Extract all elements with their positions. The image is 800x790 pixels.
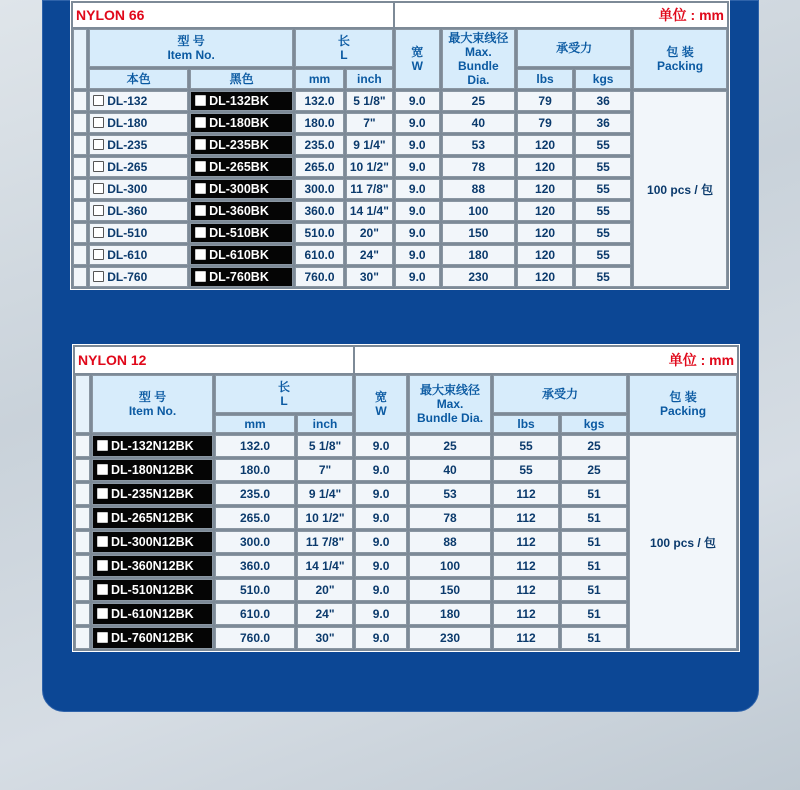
nylon12-title: NYLON 12: [75, 347, 353, 373]
bundle-en-3: Dia.: [467, 73, 490, 87]
natural-item-label: DL-265: [107, 160, 148, 174]
black-item-label: DL-610N12BK: [111, 607, 194, 621]
width-cn: 宽: [411, 45, 424, 59]
checkbox[interactable]: [97, 560, 108, 571]
kgs-cell: 55: [575, 135, 631, 155]
black-item: [190, 91, 293, 111]
row-stub: [73, 201, 87, 221]
natural-item-label: DL-760: [107, 270, 148, 284]
kgs-cell: 55: [575, 223, 631, 243]
checkbox[interactable]: [93, 95, 104, 106]
inch-cell: 7": [297, 459, 353, 481]
natural-item: [89, 157, 188, 177]
bundle-en-1: Max.: [436, 397, 464, 411]
black-item: [92, 507, 213, 529]
mm-cell: 610.0: [295, 245, 344, 265]
inch-cell: 9 1/4": [297, 483, 353, 505]
bundle-header: [409, 375, 491, 433]
checkbox[interactable]: [195, 139, 206, 150]
width-cell: 9.0: [395, 179, 440, 199]
width-cell: 9.0: [355, 531, 407, 553]
kgs-cell: 55: [575, 179, 631, 199]
mm-cell: 510.0: [295, 223, 344, 243]
packing-header: [629, 375, 737, 433]
black-item-label: DL-510BK: [209, 226, 269, 240]
length-header: [215, 375, 353, 413]
black-item-label: DL-265BK: [209, 160, 269, 174]
checkbox[interactable]: [97, 608, 108, 619]
mm-cell: 760.0: [215, 627, 295, 649]
lbs-cell: 120: [517, 179, 573, 199]
row-stub: [75, 459, 90, 481]
black-item-label: DL-760N12BK: [111, 631, 194, 645]
bundle-cell: 88: [442, 179, 515, 199]
width-cell: 9.0: [355, 507, 407, 529]
item-no-cn: 型 号: [138, 390, 167, 404]
bundle-en-2: Bundle Dia.: [417, 411, 484, 425]
row-stub: [73, 113, 87, 133]
checkbox[interactable]: [97, 536, 108, 547]
inch-cell: 10 1/2": [297, 507, 353, 529]
table-row: [73, 113, 727, 133]
bundle-cell: 230: [409, 627, 491, 649]
width-cell: 9.0: [395, 157, 440, 177]
bundle-cell: 53: [409, 483, 491, 505]
bundle-cn: 最大束线径: [420, 383, 481, 397]
natural-item: [89, 179, 188, 199]
black-item: [190, 267, 293, 287]
row-stub: [73, 223, 87, 243]
bundle-cell: 100: [442, 201, 515, 221]
bundle-header: [442, 29, 515, 89]
checkbox[interactable]: [97, 488, 108, 499]
kgs-cell: 25: [561, 459, 627, 481]
black-item: [190, 201, 293, 221]
black-header: 黑色: [190, 69, 293, 89]
mm-cell: 180.0: [295, 113, 344, 133]
inch-cell: 20": [346, 223, 393, 243]
bundle-cell: 100: [409, 555, 491, 577]
black-item: [92, 627, 213, 649]
black-item-label: DL-180N12BK: [111, 463, 194, 477]
natural-item-label: DL-360: [107, 204, 148, 218]
row-stub: [73, 267, 87, 287]
packing-header: [633, 29, 727, 89]
bundle-cell: 150: [442, 223, 515, 243]
mm-cell: 132.0: [295, 91, 344, 111]
inch-cell: 30": [346, 267, 393, 287]
inch-cell: 11 7/8": [297, 531, 353, 553]
row-stub: [75, 507, 90, 529]
checkbox[interactable]: [93, 249, 104, 260]
black-item-label: DL-300BK: [209, 182, 269, 196]
kgs-cell: 36: [575, 91, 631, 111]
mm-cell: 235.0: [295, 135, 344, 155]
lbs-cell: 120: [517, 201, 573, 221]
black-item: [92, 483, 213, 505]
width-cell: 9.0: [395, 223, 440, 243]
bundle-cn: 最大束线径: [448, 31, 509, 45]
kgs-cell: 55: [575, 201, 631, 221]
black-item-label: DL-235N12BK: [111, 487, 194, 501]
width-cell: 9.0: [395, 135, 440, 155]
checkbox[interactable]: [195, 183, 206, 194]
kgs-header: kgs: [561, 415, 627, 433]
item-no-cn: 型 号: [177, 34, 205, 48]
row-stub: [75, 435, 90, 457]
inch-cell: 10 1/2": [346, 157, 393, 177]
natural-item-label: DL-235: [107, 138, 148, 152]
lbs-cell: 112: [493, 579, 559, 601]
checkbox[interactable]: [93, 183, 104, 194]
kgs-cell: 51: [561, 531, 627, 553]
kgs-cell: 51: [561, 555, 627, 577]
table-row: [73, 223, 727, 243]
table-row: [73, 135, 727, 155]
packing-cell: 100 pcs / 包: [629, 435, 737, 649]
bundle-en-1: Max.: [465, 45, 492, 59]
lbs-cell: 112: [493, 627, 559, 649]
width-header: [395, 29, 440, 89]
black-item: [92, 435, 213, 457]
row-stub: [73, 91, 87, 111]
mm-cell: 235.0: [215, 483, 295, 505]
packing-en: Packing: [660, 404, 707, 418]
natural-header: 本色: [89, 69, 188, 89]
lbs-cell: 112: [493, 483, 559, 505]
nylon12-unit: 单位 : mm: [355, 347, 737, 373]
item-no-en: Item No.: [167, 48, 215, 62]
lbs-header: lbs: [493, 415, 559, 433]
bundle-cell: 53: [442, 135, 515, 155]
packing-cn: 包 装: [669, 390, 697, 404]
inch-cell: 14 1/4": [346, 201, 393, 221]
checkbox[interactable]: [93, 227, 104, 238]
black-item: [92, 459, 213, 481]
lbs-cell: 120: [517, 135, 573, 155]
nylon66-unit: 单位 : mm: [395, 3, 727, 27]
row-stub: [73, 135, 87, 155]
row-stub: [73, 245, 87, 265]
black-item-label: DL-360BK: [209, 204, 269, 218]
inch-cell: 20": [297, 579, 353, 601]
mm-cell: 300.0: [295, 179, 344, 199]
width-cell: 9.0: [355, 627, 407, 649]
bundle-cell: 25: [442, 91, 515, 111]
black-item: [190, 245, 293, 265]
tensile-header: 承受力: [493, 375, 627, 413]
row-stub: [75, 531, 90, 553]
width-cell: 9.0: [355, 603, 407, 625]
packing-en: Packing: [657, 59, 704, 73]
item-no-header: [89, 29, 293, 67]
width-cn: 宽: [375, 390, 388, 404]
bundle-en-2: Bundle: [458, 59, 499, 73]
width-cell: 9.0: [395, 267, 440, 287]
length-en: L: [280, 394, 288, 408]
bundle-cell: 230: [442, 267, 515, 287]
bundle-cell: 180: [409, 603, 491, 625]
checkbox[interactable]: [195, 271, 206, 282]
mm-cell: 610.0: [215, 603, 295, 625]
bundle-cell: 180: [442, 245, 515, 265]
black-item: [92, 531, 213, 553]
natural-item: [89, 267, 188, 287]
width-cell: 9.0: [355, 435, 407, 457]
inch-header: inch: [346, 69, 393, 89]
kgs-cell: 51: [561, 627, 627, 649]
inch-cell: 11 7/8": [346, 179, 393, 199]
mm-cell: 360.0: [295, 201, 344, 221]
row-stub: [75, 555, 90, 577]
packing-cn: 包 装: [666, 45, 694, 59]
table-row: [75, 435, 737, 457]
black-item: [190, 223, 293, 243]
lbs-cell: 112: [493, 531, 559, 553]
table-row: [73, 201, 727, 221]
width-cell: 9.0: [355, 555, 407, 577]
inch-cell: 5 1/8": [346, 91, 393, 111]
tensile-header: 承受力: [517, 29, 631, 67]
inch-cell: 9 1/4": [346, 135, 393, 155]
black-item: [92, 603, 213, 625]
packing-cell: 100 pcs / 包: [633, 91, 727, 287]
black-item: [92, 555, 213, 577]
inch-cell: 24": [297, 603, 353, 625]
mm-header: mm: [215, 415, 295, 433]
bundle-cell: 78: [409, 507, 491, 529]
black-item-label: DL-132BK: [209, 94, 269, 108]
width-cell: 9.0: [395, 91, 440, 111]
row-stub: [75, 579, 90, 601]
table-row: [73, 245, 727, 265]
mm-cell: 265.0: [295, 157, 344, 177]
stub-header: [75, 375, 90, 433]
kgs-cell: 55: [575, 157, 631, 177]
inch-cell: 24": [346, 245, 393, 265]
mm-cell: 265.0: [215, 507, 295, 529]
kgs-header: kgs: [575, 69, 631, 89]
natural-item-label: DL-300: [107, 182, 148, 196]
checkbox[interactable]: [93, 117, 104, 128]
mm-cell: 510.0: [215, 579, 295, 601]
lbs-cell: 55: [493, 459, 559, 481]
black-item-label: DL-235BK: [209, 138, 269, 152]
lbs-cell: 120: [517, 245, 573, 265]
black-item-label: DL-180BK: [209, 116, 269, 130]
kgs-cell: 25: [561, 435, 627, 457]
kgs-cell: 55: [575, 245, 631, 265]
mm-cell: 180.0: [215, 459, 295, 481]
lbs-cell: 112: [493, 507, 559, 529]
stub-header: [73, 29, 87, 89]
inch-cell: 14 1/4": [297, 555, 353, 577]
row-stub: [73, 179, 87, 199]
mm-cell: 360.0: [215, 555, 295, 577]
black-item: [190, 135, 293, 155]
lbs-cell: 120: [517, 267, 573, 287]
checkbox[interactable]: [195, 95, 206, 106]
black-item-label: DL-132N12BK: [111, 439, 194, 453]
table-row: [73, 91, 727, 111]
black-item: [190, 179, 293, 199]
mm-cell: 132.0: [215, 435, 295, 457]
width-header: [355, 375, 407, 433]
mm-header: mm: [295, 69, 344, 89]
row-stub: [73, 157, 87, 177]
nylon66-title: NYLON 66: [73, 3, 393, 27]
checkbox[interactable]: [93, 161, 104, 172]
black-item: [190, 157, 293, 177]
mm-cell: 760.0: [295, 267, 344, 287]
kgs-cell: 51: [561, 507, 627, 529]
width-cell: 9.0: [395, 201, 440, 221]
natural-item: [89, 201, 188, 221]
nylon66-table: [70, 0, 730, 290]
black-item: [190, 113, 293, 133]
natural-item-label: DL-610: [107, 248, 148, 262]
black-item: [92, 579, 213, 601]
width-cell: 9.0: [355, 579, 407, 601]
width-cell: 9.0: [395, 113, 440, 133]
lbs-cell: 120: [517, 157, 573, 177]
row-stub: [75, 603, 90, 625]
black-item-label: DL-300N12BK: [111, 535, 194, 549]
natural-item: [89, 113, 188, 133]
length-header: [295, 29, 393, 67]
kgs-cell: 51: [561, 603, 627, 625]
checkbox[interactable]: [195, 117, 206, 128]
kgs-cell: 51: [561, 579, 627, 601]
black-item-label: DL-265N12BK: [111, 511, 194, 525]
bundle-cell: 88: [409, 531, 491, 553]
width-cell: 9.0: [395, 245, 440, 265]
lbs-cell: 112: [493, 603, 559, 625]
nylon12-table: [72, 344, 740, 652]
width-cell: 9.0: [355, 483, 407, 505]
lbs-cell: 112: [493, 555, 559, 577]
lbs-header: lbs: [517, 69, 573, 89]
checkbox[interactable]: [195, 205, 206, 216]
natural-item: [89, 245, 188, 265]
mm-cell: 300.0: [215, 531, 295, 553]
inch-cell: 7": [346, 113, 393, 133]
bundle-cell: 40: [442, 113, 515, 133]
bundle-cell: 150: [409, 579, 491, 601]
table-row: [73, 267, 727, 287]
checkbox[interactable]: [93, 139, 104, 150]
checkbox[interactable]: [195, 227, 206, 238]
width-cell: 9.0: [355, 459, 407, 481]
natural-item: [89, 135, 188, 155]
kgs-cell: 51: [561, 483, 627, 505]
length-cn: 长: [278, 380, 291, 394]
item-no-en: Item No.: [128, 404, 177, 418]
checkbox[interactable]: [97, 512, 108, 523]
row-stub: [75, 483, 90, 505]
inch-cell: 30": [297, 627, 353, 649]
natural-item: [89, 223, 188, 243]
natural-item-label: DL-510: [107, 226, 148, 240]
kgs-cell: 55: [575, 267, 631, 287]
bundle-cell: 40: [409, 459, 491, 481]
table-row: [73, 157, 727, 177]
natural-item-label: DL-132: [107, 94, 148, 108]
natural-item-label: DL-180: [107, 116, 148, 130]
inch-header: inch: [297, 415, 353, 433]
lbs-cell: 120: [517, 223, 573, 243]
item-no-header: [92, 375, 213, 433]
inch-cell: 5 1/8": [297, 435, 353, 457]
black-item-label: DL-610BK: [209, 248, 269, 262]
bundle-cell: 78: [442, 157, 515, 177]
checkbox[interactable]: [97, 440, 108, 451]
checkbox[interactable]: [195, 249, 206, 260]
width-en: W: [375, 404, 387, 418]
row-stub: [75, 627, 90, 649]
lbs-cell: 79: [517, 113, 573, 133]
kgs-cell: 36: [575, 113, 631, 133]
length-en: L: [340, 48, 348, 62]
black-item-label: DL-510N12BK: [111, 583, 194, 597]
checkbox[interactable]: [93, 205, 104, 216]
checkbox[interactable]: [97, 464, 108, 475]
checkbox[interactable]: [93, 271, 104, 282]
checkbox[interactable]: [97, 584, 108, 595]
bundle-cell: 25: [409, 435, 491, 457]
width-en: W: [411, 59, 423, 73]
black-item-label: DL-760BK: [209, 270, 269, 284]
checkbox[interactable]: [97, 632, 108, 643]
natural-item: [89, 91, 188, 111]
length-cn: 长: [337, 34, 350, 48]
checkbox[interactable]: [195, 161, 206, 172]
table-row: [73, 179, 727, 199]
black-item-label: DL-360N12BK: [111, 559, 194, 573]
lbs-cell: 79: [517, 91, 573, 111]
lbs-cell: 55: [493, 435, 559, 457]
